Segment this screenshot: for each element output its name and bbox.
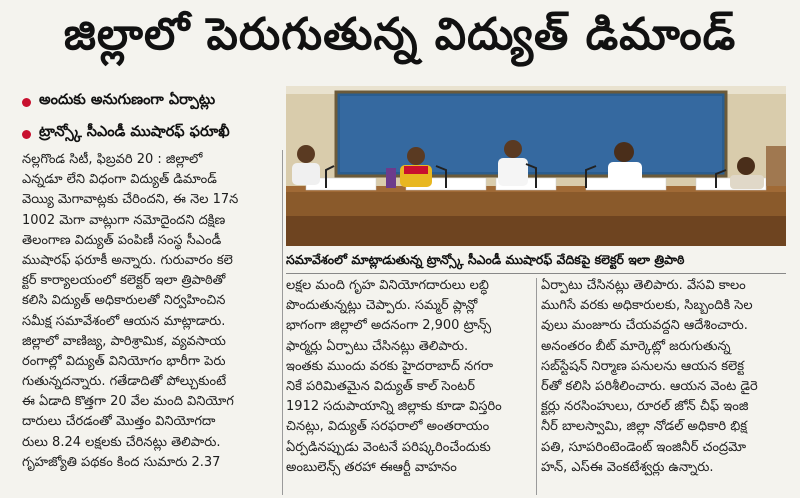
column-divider-1 [282,150,283,495]
article-column-1 [22,150,278,473]
text-line: రులు 8.24 లక్షలకు చేరినట్లు తెలిపారు. [22,434,221,450]
text-line: కలిసి విద్యుత్ అధికారులతో నిర్వహించిన [22,293,226,309]
text-line: వెయ్యి మెగావాట్లకు చేరిందని, ఈ నెల 17న [22,192,239,208]
text-line: రంగాల్లో విద్యుత్ వినియోగం భారీగా పెరు [22,353,226,369]
text-line: 1002 మెగా వాట్లుగా నమోదైందని దక్షిణ [22,212,226,228]
photo-caption: సమావేశంలో మాట్లాడుతున్న ట్రాన్స్కో సీఎండీ ముషారఫ్ వేదికపై కలెక్టర్ ఇలా త్రిపాఠి [286,247,786,274]
text-line: హన్, ఎస్ఈ వెంకటేశ్వర్లు ఉన్నారు. [541,459,714,475]
subhead-1 [22,86,282,118]
article-column-2 [286,276,531,478]
text-line: జిల్లాలో వాణిజ్య, పారిశ్రామిక, వ్యవసాయ [22,333,226,349]
text-line: ఇంతకు ముందు వరకు హైదరాబాద్ నగరా [286,358,494,374]
text-line: గుతున్నదన్నారు. గతేడాదితో పోల్చుకుంటే [22,374,227,390]
article-column-3 [541,276,786,478]
text-line: ముషారఫ్ ఫరూకీ అన్నారు. గురువారం కలె [22,252,233,268]
text-line: ముగిసే వరకు అధికారులకు, సిబ్బందికి సెల [541,298,753,314]
text-line: ఎన్నడూ లేని విధంగా విద్యుత్ డిమాండ్ [22,172,217,188]
text-line: గృహజ్యోతి పథకం కింద సుమారు 2.37 [22,454,221,470]
headline: జిల్లాలో పెరుగుతున్న విద్యుత్ డిమాండ్ [63,9,737,60]
text-line: ఏర్పడినప్పుడు వెంటనే పరిష్కరించేందుకు [286,439,491,455]
column-divider-2 [536,278,537,495]
text-line: సబ్‌స్టేషన్ నిర్మాణ పనులను ఆయన కలెక్ట [541,358,744,374]
text-line: 1912 సదుపాయాన్ని జిల్లాకు కూడా విస్తరిం [286,399,502,415]
subhead-1-text: అందుకు అనుగుణంగా ఏర్పాట్లు [39,92,216,108]
text-line: ఫార్మర్లు ఏర్పాటు చేసినట్లు తెలిపారు. [286,338,469,354]
text-line: పతి, సూపరింటెండెంట్ ఇంజినీర్ చంద్రమో [541,439,747,455]
text-line: క్టర్లు నరసింహులు, రూరల్ జోన్ చీఫ్ ఇంజి [541,399,749,415]
text-line: నీర్ బాలస్వామి, జిల్లా నోడల్ అధికారి భిక్ష [541,419,748,435]
text-line: అనంతరం బీట్ మార్కెట్లో జరుగుతున్న [541,338,731,354]
text-line: సమీక్ష సమావేశంలో ఆయన మాట్లాడారు. [22,313,226,329]
text-line: ర్‌తో కలిసి పరిశీలించారు. ఆయన వెంట డైరె [541,378,758,394]
meeting-photo [286,86,786,246]
text-line: క్టర్ కార్యాలయంలో కలెక్టర్ ఇలా త్రిపాఠితో [22,273,226,289]
subhead-2 [22,118,282,150]
subhead-2-text: ట్రాన్స్కో సీఎండీ ముషారఫ్ ఫరూఖీ [39,124,230,140]
text-line: ఈ ఏడాది కొత్తగా 20 వేల మంది వినియోగ [22,394,234,410]
text-line: తెలంగాణ విద్యుత్ పంపిణీ సంస్థ సీఎండీ [22,232,222,248]
text-line: దారులు చేరడంతో మొత్తం వినియోగదా [22,414,216,430]
text-line: చినట్లు, విద్యుత్ సరఫరాలో అంతరాయం [286,419,490,435]
text-line: పొందుతున్నట్లు చెప్పారు. సమ్మర్ ప్లాన్లో [286,298,478,314]
text-line: భాగంగా జిల్లాలో అదనంగా 2,900 ట్రాన్స్ [286,318,492,334]
text-line: నల్లగొండ సిటీ, ఫిబ్రవరి 20 : జిల్లాలో [22,152,203,167]
text-line: లక్షల మంది గృహ వినియోగదారులు లబ్ధి [286,278,489,293]
subheads [22,86,282,150]
bullet-icon [22,130,31,139]
text-line: ఏర్పాటు చేసినట్లు తెలిపారు. వేసవి కాలం [541,278,746,293]
text-line: వులు మంజూరు చేయవద్దని ఆదేశించారు. [541,318,748,334]
bullet-icon [22,98,31,107]
text-line: అంబులెన్స్ తరహా ఈఆర్టీ వాహనం [286,459,457,475]
text-line: నికే పరిమితమైన విద్యుత్ కాల్ సెంటర్ [286,378,475,394]
meeting-photo-illustration [286,86,786,246]
